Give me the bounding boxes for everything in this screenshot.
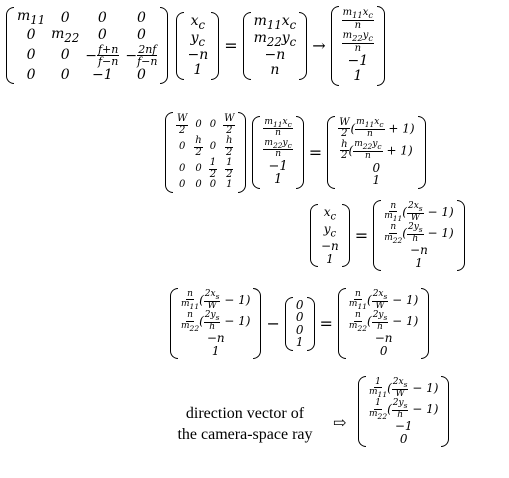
clip-space-vector: $m_{11}x_c$ $m_{22}y_c$ −n n xyxy=(243,12,308,79)
direction-label-line1: direction vector of xyxy=(185,405,305,422)
viewport-equation xyxy=(165,112,426,193)
equals-sign: = xyxy=(224,36,238,56)
screen-space-vector: $\frac{W}{2}$ ( $\frac{m_{11}x_c}{n}$ + 1) $\frac{h}{2}$ ( $\frac{m_{22}y_c}{n}$ + 1) 0 1 xyxy=(327,116,425,189)
viewport-matrix: $\frac{W}{2}$ 0 0 $\frac{W}{2}$ 0 $\frac{h}{2}$ 0 $\frac{h}{2}$ 0 0 $\frac{1}{2}$ $\frac{1}{2}$ 0 0 0 1 xyxy=(165,112,246,193)
difference-equation xyxy=(170,288,429,359)
difference-result-vector: $\frac{n}{m_{11}}$ ( $\frac{2x_s}{W}$ − 1) $\frac{n}{m_{22}}$ ( $\frac{2y_s}{h}$ − 1) −n 0 xyxy=(338,288,429,359)
direction-label-line2: the camera-space ray xyxy=(177,425,313,443)
camera-point-vector: $x_c$ $y_c$ −n 1 xyxy=(176,12,219,79)
equals-sign: = xyxy=(308,142,323,162)
direction-equation xyxy=(358,376,449,447)
origin-vector: 0 0 0 1 xyxy=(285,297,315,351)
minus-sign: − xyxy=(266,314,280,334)
right-arrow-icon: ⇨ xyxy=(333,413,347,432)
equals-sign: = xyxy=(354,226,369,246)
arrow-symbol: → xyxy=(312,36,326,56)
ndc-vector: $\frac{m_{11}x_c}{n}$ $\frac{m_{22}y_c}{n}$ −1 1 xyxy=(331,6,385,86)
inverse-equation xyxy=(310,200,465,271)
projection-matrix: $m_{11}$ 0 0 0 0 $m_{22}$ 0 0 0 0 − $\frac{f+n}{f-n}$ − $\frac{2nf}{f-n}$ 0 0 −1 0 xyxy=(6,7,168,84)
direction-label xyxy=(150,404,340,446)
unprojected-point-vector: $\frac{n}{m_{11}}$ ( $\frac{2x_s}{W}$ − 1) $\frac{n}{m_{22}}$ ( $\frac{2y_s}{h}$ − 1) −n 1 xyxy=(170,288,261,359)
projection-equation xyxy=(6,6,385,86)
unprojected-vector: $\frac{n}{m_{11}}$ ( $\frac{2x_s}{W}$ − 1) $\frac{n}{m_{22}}$ ( $\frac{2y_s}{h}$ − 1) −n 1 xyxy=(373,200,464,271)
direction-vector: $\frac{1}{m_{11}}$ ( $\frac{2x_s}{W}$ − 1) $\frac{1}{m_{22}}$ ( $\frac{2y_s}{h}$ − 1) −1 0 xyxy=(358,376,449,447)
equals-sign: = xyxy=(319,314,333,334)
ndc-input-vector: $\frac{m_{11}x_c}{n}$ $\frac{m_{22}y_c}{n}$ −1 1 xyxy=(252,116,303,190)
camera-point-vector-2: $x_c$ $y_c$ −n 1 xyxy=(310,204,350,267)
